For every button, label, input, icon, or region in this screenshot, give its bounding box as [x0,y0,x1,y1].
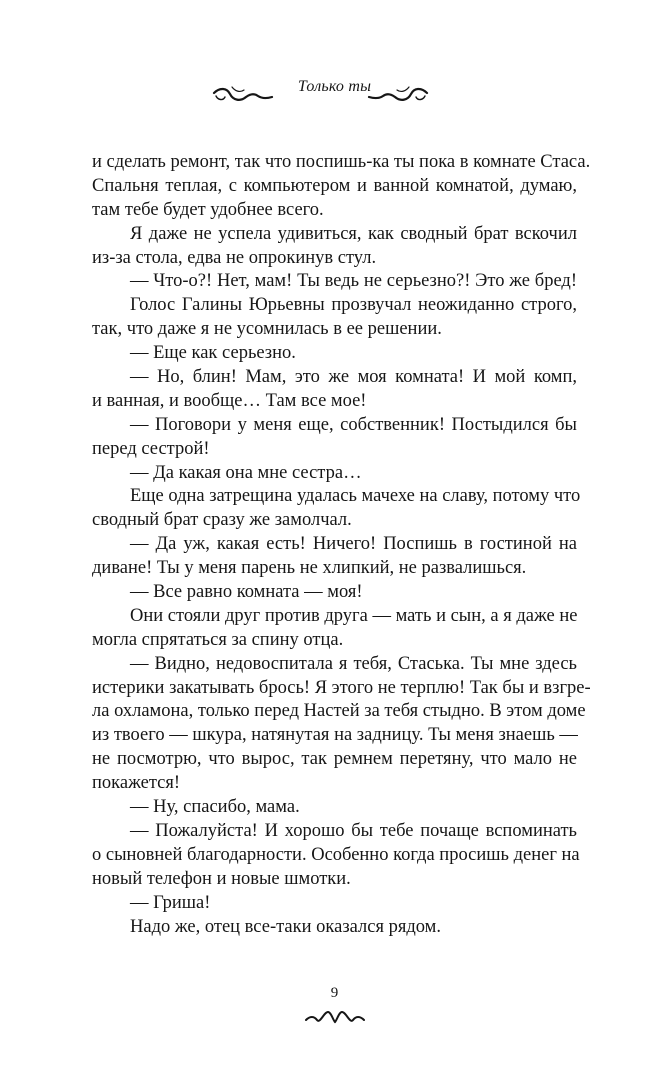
text-line: там тебе будет удобнее всего. [92,199,324,220]
text-line: не посмотрю, что вырос, так ремнем перетяну, что мало не [92,749,577,770]
text-line: Голос Галины Юрьевны прозвучал неожиданно строго, [130,295,577,316]
text-line: — Да какая она мне сестра… [130,462,362,483]
text-line: перед сестрой! [92,438,210,459]
text-line: о сыновней благодарности. Особенно когда просишь денег на [92,844,580,865]
text-line: диване! Ты у меня парень не хлипкий, не развалишься. [92,558,527,579]
text-line: — Но, блин! Мам, это же моя комната! И мой комп, [130,367,577,388]
body-text [92,151,591,939]
text-line: покажется! [92,773,181,794]
text-line: — Ну, спасибо, мама. [130,797,300,818]
text-line: — Видно, недовоспитала я тебя, Стаська. Ты мне здесь [130,653,577,674]
text-line: — Еще как серьезно. [130,343,296,364]
page-footer [0,985,669,1028]
text-line: — Все равно комната — моя! [130,582,363,603]
text-line: новый телефон и новые шмотки. [92,868,351,889]
text-line: из-за стола, едва не опрокинув стул. [92,247,377,268]
page-number: 9 [330,985,339,1001]
text-line: Я даже не успела удивиться, как сводный брат вскочил [130,223,577,244]
running-title: Только ты [297,78,372,95]
text-line: — Поговори у меня еще, собственник! Постыдился бы [130,414,577,435]
right-flourish-ornament [367,84,429,108]
text-line: Надо же, отец все-таки оказался рядом. [130,916,441,937]
text-line: могла спрятаться за спину отца. [92,629,344,650]
text-line: — Пожалуйста! И хорошо бы тебе почаще вспоминать [130,820,577,841]
text-line: сводный брат сразу же замолчал. [92,510,352,531]
text-line: из твоего — шкура, натянутая на задницу. Ты меня знаешь — [92,725,578,746]
text-line: Они стояли друг против друга — мать и сын, а я даже не [130,605,578,626]
running-header [0,74,669,114]
text-line: и ванная, и вообще… Там все мое! [92,390,367,411]
text-line: — Да уж, какая есть! Ничего! Поспишь в гостиной на [130,534,577,555]
text-line: Спальня теплая, с компьютером и ванной комнатой, думаю, [92,175,577,196]
text-line: Еще одна затрещина удалась мачехе на славу, потому что [130,486,581,507]
text-line: и сделать ремонт, так что поспишь-ка ты пока в комнате Стаса. [92,152,591,172]
footer-ornament [303,1006,367,1028]
text-line: — Гриша! [130,892,211,913]
text-line: — Что-о?! Нет, мам! Ты ведь не серьезно?! Это же бред! [130,271,577,292]
text-line: истерики закатывать брось! Я этого не терплю! Так бы и взгре- [92,677,591,698]
text-line: так, что даже я не усомнилась в ее решении. [92,319,442,340]
text-line: ла охламона, только перед Настей за тебя стыдно. В этом доме [92,701,586,722]
